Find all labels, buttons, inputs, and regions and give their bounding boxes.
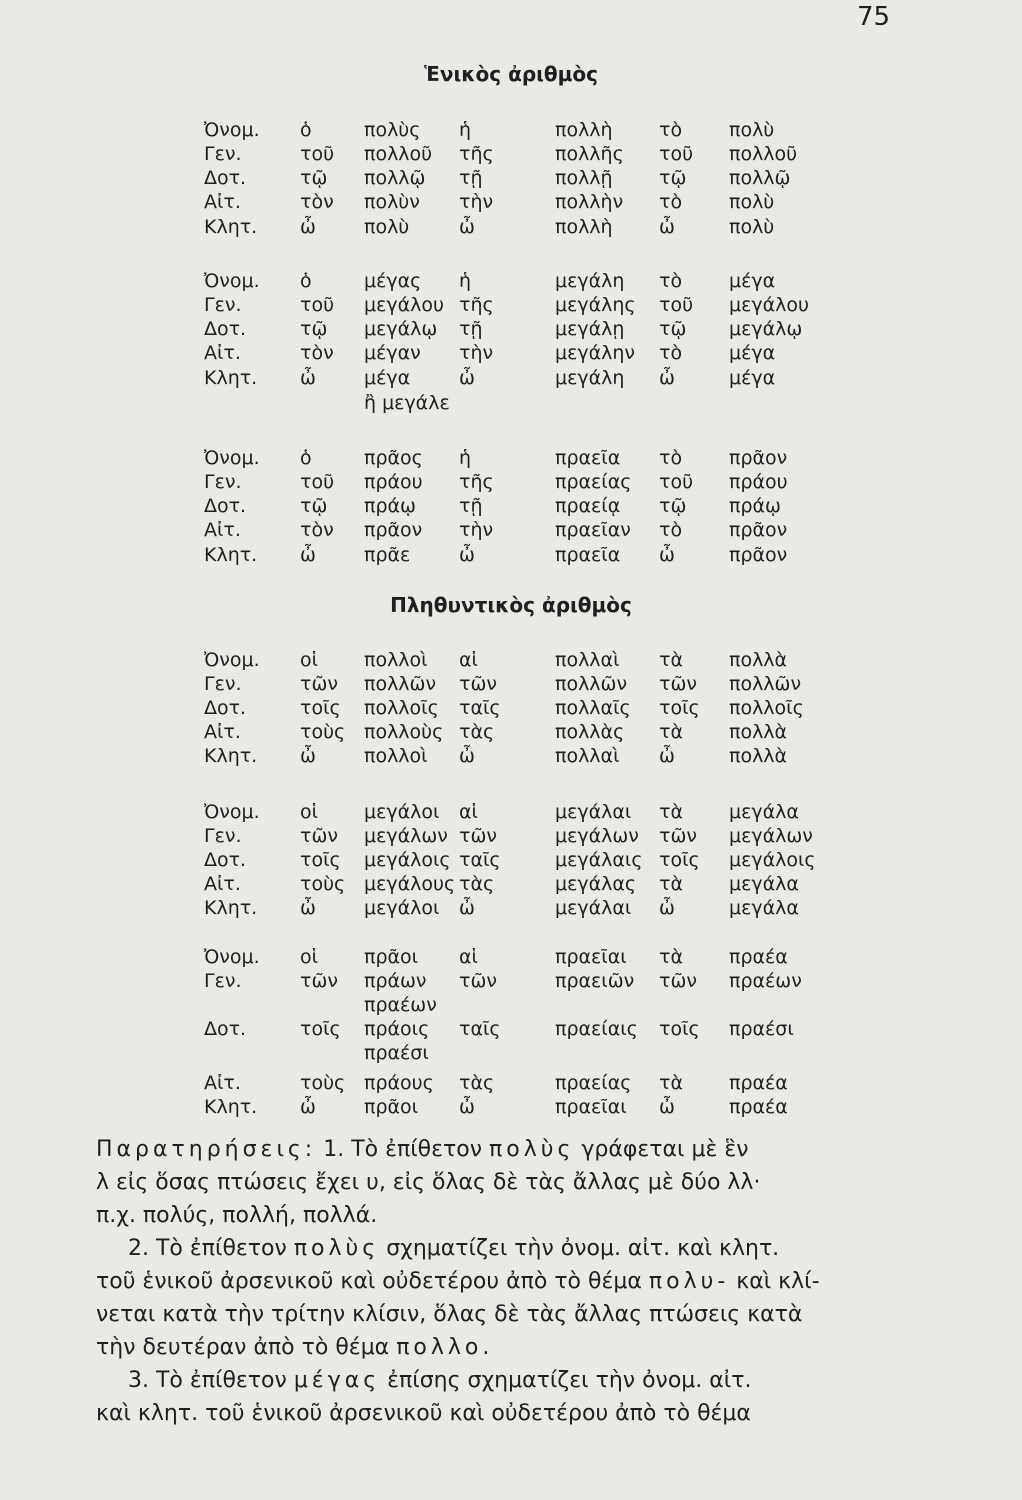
- declension-row: [0, 494, 1022, 518]
- declension-form: μεγάλων: [729, 825, 813, 847]
- declension-form: πολὺ: [729, 119, 775, 141]
- declension-form: μέγας: [364, 270, 422, 292]
- declension-form: πρᾶοι: [364, 946, 419, 968]
- declension-form: αἱ: [459, 649, 478, 671]
- case-label: Δοτ.: [204, 697, 247, 719]
- declension-form: τὰς: [459, 721, 495, 743]
- declension-form: πολλῇ: [555, 167, 613, 189]
- declension-form: πολὺν: [364, 191, 420, 213]
- declension-form: πρᾶος: [364, 447, 423, 469]
- declension-form: πολλὴ: [555, 119, 613, 141]
- case-label: Ὀνομ.: [204, 119, 260, 141]
- declension-row: [0, 118, 1022, 142]
- declension-form: πολλαὶ: [555, 649, 620, 671]
- declension-form: πραεῖαν: [555, 519, 631, 541]
- declension-row: [0, 470, 1022, 494]
- declension-form: πράου: [729, 471, 788, 493]
- declension-form: μεγάλοις: [364, 849, 451, 871]
- declension-form: πολλῶν: [555, 673, 628, 695]
- declension-row: [0, 543, 1022, 567]
- declension-row: [0, 190, 1022, 214]
- case-label: Γεν.: [204, 825, 242, 847]
- declension-form: πρᾶον: [729, 544, 788, 566]
- case-label: Κλητ.: [204, 544, 258, 566]
- declension-form: τὰ: [659, 721, 683, 743]
- declension-form: πολλὴν: [555, 191, 624, 213]
- case-label: Ὀνομ.: [204, 801, 260, 823]
- declension-form: μεγάλοις: [729, 849, 816, 871]
- declension-form: τοῦ: [659, 471, 694, 493]
- declension-form: τὸν: [300, 342, 334, 364]
- declension-form: πραεῖαι: [555, 1096, 627, 1118]
- declension-form: μεγάλοι: [364, 801, 440, 823]
- declension-form: μεγάλου: [729, 294, 809, 316]
- declension-row: [0, 896, 1022, 920]
- declension-form: πραέων: [364, 994, 437, 1016]
- declension-form: τῶν: [300, 825, 338, 847]
- declension-form: ταῖς: [459, 1018, 501, 1040]
- declension-form: μεγάλους: [364, 873, 456, 895]
- declension-form: ὦ: [300, 745, 316, 767]
- declension-form: τῆς: [459, 471, 494, 493]
- declension-form: τοῦ: [300, 294, 335, 316]
- heading-singular: Ἑνικὸς ἀριθμὸς: [424, 62, 598, 86]
- declension-form: πολλὴ: [555, 216, 613, 238]
- declension-form: μεγάλοι: [364, 897, 440, 919]
- declension-row: [0, 446, 1022, 470]
- declension-row: [0, 720, 1022, 744]
- declension-form: τοὺς: [300, 721, 346, 743]
- declension-form: πραεῖα: [555, 447, 621, 469]
- declension-form: πολὺ: [729, 216, 775, 238]
- declension-form: τὴν: [459, 342, 494, 364]
- declension-row: [0, 945, 1022, 969]
- declension-form: πράους: [364, 1072, 434, 1094]
- declension-form: ὦ: [659, 897, 675, 919]
- declension-form: πολὺ: [364, 216, 410, 238]
- declension-form: μέγα: [729, 367, 776, 389]
- declension-row: [0, 142, 1022, 166]
- declension-form: τῷ: [659, 318, 687, 340]
- declension-form: μεγάλης: [555, 294, 636, 316]
- declension-row: [0, 969, 1022, 993]
- declension-form: τοῖς: [659, 697, 700, 719]
- case-label: Δοτ.: [204, 849, 247, 871]
- declension-form: τὰ: [659, 649, 683, 671]
- case-label: Αἰτ.: [204, 873, 241, 895]
- note-line: 3. Τὸ ἐπίθετον μέγας ἐπίσης σχηματίζει τὴν ὀνομ. αἰτ.: [128, 1368, 752, 1393]
- declension-form: μεγάλα: [729, 801, 799, 823]
- case-label: Ὀνομ.: [204, 447, 260, 469]
- declension-form: μέγαν: [364, 342, 421, 364]
- declension-form: τοὺς: [300, 1072, 346, 1094]
- declension-form: πρᾶον: [364, 519, 423, 541]
- declension-form: τοῖς: [659, 849, 700, 871]
- case-label: Ὀνομ.: [204, 270, 260, 292]
- declension-form: ὦ: [459, 367, 475, 389]
- declension-form: μέγα: [729, 342, 776, 364]
- declension-form: τῇ: [459, 318, 483, 340]
- note-line: τὴν δευτέραν ἀπὸ τὸ θέμα πολλο.: [96, 1335, 494, 1360]
- declension-form: ὦ: [459, 745, 475, 767]
- declension-form: τὰ: [659, 946, 683, 968]
- declension-form: ὦ: [459, 544, 475, 566]
- heading-plural: Πληθυντικὸς ἀριθμὸς: [390, 593, 632, 617]
- declension-form: τὴν: [459, 191, 494, 213]
- declension-form: μεγάλῳ: [729, 318, 803, 340]
- declension-form: πολλὰς: [555, 721, 625, 743]
- declension-row: [0, 1095, 1022, 1119]
- page-number: 75: [857, 2, 891, 32]
- declension-form: τῇ: [459, 167, 483, 189]
- declension-form: τῆς: [459, 143, 494, 165]
- declension-form: πολὺς: [364, 119, 421, 141]
- declension-form: πραεῖαι: [555, 946, 627, 968]
- case-label: Γεν.: [204, 294, 242, 316]
- declension-form: πραεῖα: [555, 544, 621, 566]
- declension-row: [0, 518, 1022, 542]
- case-label: Κλητ.: [204, 745, 258, 767]
- notes-section: [96, 1133, 926, 1430]
- case-label: Κλητ.: [204, 1096, 258, 1118]
- declension-form: πολλοῦ: [364, 143, 433, 165]
- case-label: Αἰτ.: [204, 342, 241, 364]
- declension-form: ὦ: [659, 216, 675, 238]
- declension-form: ὁ: [300, 447, 312, 469]
- emphasized-word: πολυ-: [648, 1269, 730, 1294]
- declension-row: [0, 648, 1022, 672]
- declension-form: μεγάλη: [555, 367, 625, 389]
- declension-form: ὦ: [459, 216, 475, 238]
- declension-form: πραείᾳ: [555, 495, 621, 517]
- declension-form: αἱ: [459, 946, 478, 968]
- declension-form: τῶν: [459, 825, 497, 847]
- declension-form: πραέα: [729, 1096, 788, 1118]
- declension-form: τῶν: [659, 970, 697, 992]
- declension-form: τὰ: [659, 873, 683, 895]
- declension-form: τὸ: [659, 191, 683, 213]
- declension-form: πρᾶοι: [364, 1096, 419, 1118]
- declension-form: τὸ: [659, 342, 683, 364]
- declension-form: πολλοὶ: [364, 745, 428, 767]
- declension-form: μεγάλων: [364, 825, 448, 847]
- case-label: Κλητ.: [204, 216, 258, 238]
- declension-form: τοῖς: [300, 1018, 341, 1040]
- emphasized-word: πολλο.: [396, 1335, 494, 1360]
- declension-form: πολλὰ: [729, 745, 788, 767]
- declension-form: πολλῶν: [729, 673, 802, 695]
- declension-form: πραείας: [555, 1072, 632, 1094]
- declension-form: ἡ: [459, 447, 472, 469]
- declension-form: τῶν: [300, 673, 338, 695]
- declension-form: πράῳ: [729, 495, 781, 517]
- declension-form: πραέα: [729, 946, 788, 968]
- declension-form: μεγάλῃ: [555, 318, 625, 340]
- declension-form: τὰς: [459, 1072, 495, 1094]
- case-label: Δοτ.: [204, 495, 247, 517]
- declension-row: [0, 800, 1022, 824]
- declension-form: μεγάλαι: [555, 897, 632, 919]
- declension-form: πραέα: [729, 1072, 788, 1094]
- declension-form: τῷ: [300, 167, 328, 189]
- declension-form: πολλοῖς: [364, 697, 439, 719]
- case-label: Αἰτ.: [204, 519, 241, 541]
- declension-row: [0, 317, 1022, 341]
- declension-form: ὦ: [300, 216, 316, 238]
- declension-form: πολλοῦ: [729, 143, 798, 165]
- declension-form: τοῦ: [300, 471, 335, 493]
- declension-form: ταῖς: [459, 849, 501, 871]
- declension-form: τῶν: [300, 970, 338, 992]
- case-label: Δοτ.: [204, 167, 247, 189]
- declension-form: μεγάλῳ: [364, 318, 438, 340]
- declension-form: πολλοῖς: [729, 697, 804, 719]
- declension-form: πολλοὺς: [364, 721, 444, 743]
- note-line: π.χ. πολύς, πολλή, πολλά.: [96, 1203, 378, 1228]
- declension-form: πολλὰ: [729, 721, 788, 743]
- declension-form: πραείας: [555, 471, 632, 493]
- declension-form: τὰ: [659, 801, 683, 823]
- declension-form: τοῦ: [659, 143, 694, 165]
- declension-form: τῶν: [459, 970, 497, 992]
- declension-row: [0, 696, 1022, 720]
- emphasized-word: πολὺς: [293, 1236, 380, 1261]
- case-label: Γεν.: [204, 673, 242, 695]
- declension-row: [0, 293, 1022, 317]
- declension-form: πραέσι: [729, 1018, 794, 1040]
- declension-form: τῶν: [659, 825, 697, 847]
- declension-form: τῶν: [659, 673, 697, 695]
- declension-form: μεγάλαι: [555, 801, 632, 823]
- declension-form: μεγάλη: [555, 270, 625, 292]
- declension-form: ἡ: [459, 119, 472, 141]
- declension-form: τοῖς: [300, 697, 341, 719]
- note-line: τοῦ ἑνικοῦ ἀρσενικοῦ καὶ οὐδετέρου ἀπὸ τὸ θέμα πολυ- καὶ κλί-: [96, 1269, 820, 1294]
- declension-form: μεγάλας: [555, 873, 637, 895]
- declension-form: πραέσι: [364, 1042, 429, 1064]
- declension-row: [0, 848, 1022, 872]
- case-label: Αἰτ.: [204, 1072, 241, 1094]
- case-label: Γεν.: [204, 471, 242, 493]
- declension-form: τῷ: [659, 495, 687, 517]
- declension-form: μεγάλα: [729, 897, 799, 919]
- declension-row: [0, 366, 1022, 390]
- case-label: Αἰτ.: [204, 191, 241, 213]
- declension-form: τὸν: [300, 191, 334, 213]
- declension-form: ὦ: [300, 897, 316, 919]
- declension-form: πολλὰ: [729, 649, 788, 671]
- case-label: Κλητ.: [204, 367, 258, 389]
- declension-form: μέγα: [729, 270, 776, 292]
- declension-form: πρᾶον: [729, 519, 788, 541]
- declension-row: [0, 341, 1022, 365]
- declension-form: πράου: [364, 471, 423, 493]
- declension-row: [0, 1017, 1022, 1041]
- declension-form: πολλῷ: [729, 167, 791, 189]
- case-label: Αἰτ.: [204, 721, 241, 743]
- declension-form: τῇ: [459, 495, 483, 517]
- declension-form: ὦ: [659, 745, 675, 767]
- declension-form: ἢ μεγάλε: [364, 392, 450, 414]
- declension-form: τὴν: [459, 519, 494, 541]
- declension-form: τὸ: [659, 119, 683, 141]
- declension-form: πολλοὶ: [364, 649, 428, 671]
- declension-form: πολλῆς: [555, 143, 624, 165]
- declension-form: πολλῷ: [364, 167, 426, 189]
- note-line: Παρατηρήσεις: 1. Τὸ ἐπίθετον πολὺς γράφεται μὲ ἓν: [96, 1137, 749, 1162]
- declension-form: πρᾶον: [729, 447, 788, 469]
- declension-form: οἱ: [300, 801, 319, 823]
- note-line: 2. Τὸ ἐπίθετον πολὺς σχηματίζει τὴν ὀνομ. αἰτ. καὶ κλητ.: [128, 1236, 780, 1261]
- declension-form: ὦ: [659, 1096, 675, 1118]
- declension-form: τῶν: [459, 673, 497, 695]
- declension-form: οἱ: [300, 649, 319, 671]
- declension-form: πολλαὶ: [555, 745, 620, 767]
- declension-form: τοῖς: [300, 849, 341, 871]
- declension-form: τὰ: [659, 1072, 683, 1094]
- declension-form: τοῦ: [659, 294, 694, 316]
- declension-row: [0, 1071, 1022, 1095]
- declension-form: πράῳ: [364, 495, 416, 517]
- declension-form: πρᾶε: [364, 544, 411, 566]
- declension-form: πολλῶν: [364, 673, 437, 695]
- declension-row: [0, 672, 1022, 696]
- case-label: Ὀνομ.: [204, 649, 260, 671]
- declension-form: τὸ: [659, 270, 683, 292]
- declension-form: ὦ: [659, 544, 675, 566]
- case-label: Κλητ.: [204, 897, 258, 919]
- declension-row: [0, 166, 1022, 190]
- declension-form: αἱ: [459, 801, 478, 823]
- declension-form: ὦ: [459, 1096, 475, 1118]
- declension-row: [0, 744, 1022, 768]
- note-line: καὶ κλητ. τοῦ ἑνικοῦ ἀρσενικοῦ καὶ οὐδετέρου ἀπὸ τὸ θέμα: [96, 1401, 751, 1426]
- declension-form: τῷ: [659, 167, 687, 189]
- case-label: Ὀνομ.: [204, 946, 260, 968]
- declension-form: τῷ: [300, 318, 328, 340]
- declension-form: τὰς: [459, 873, 495, 895]
- declension-form: πραείαις: [555, 1018, 638, 1040]
- declension-form: μεγάλων: [555, 825, 639, 847]
- case-label: Δοτ.: [204, 1018, 247, 1040]
- case-label: Γεν.: [204, 143, 242, 165]
- declension-form: ταῖς: [459, 697, 501, 719]
- declension-row: [0, 872, 1022, 896]
- declension-form: μεγάλαις: [555, 849, 643, 871]
- case-label: Δοτ.: [204, 318, 247, 340]
- declension-row: [0, 993, 1022, 1017]
- declension-form: μεγάλην: [555, 342, 636, 364]
- declension-form: πολλαῖς: [555, 697, 631, 719]
- note-line: νεται κατὰ τὴν τρίτην κλίσιν, ὅλας δὲ τὰς ἄλλας πτώσεις κατὰ: [96, 1302, 803, 1327]
- declension-form: ὦ: [459, 897, 475, 919]
- declension-form: μέγα: [364, 367, 411, 389]
- declension-form: ὦ: [300, 1096, 316, 1118]
- declension-form: τῆς: [459, 294, 494, 316]
- declension-form: μεγάλου: [364, 294, 444, 316]
- note-line: λ εἰς ὅσας πτώσεις ἔχει υ, εἰς ὅλας δὲ τὰς ἄλλας μὲ δύο λλ·: [96, 1170, 761, 1195]
- declension-form: ὦ: [300, 367, 316, 389]
- declension-form: τῷ: [300, 495, 328, 517]
- declension-form: ὦ: [300, 544, 316, 566]
- declension-form: πράων: [364, 970, 427, 992]
- declension-row: [0, 215, 1022, 239]
- declension-row: [0, 269, 1022, 293]
- declension-form: τὸ: [659, 519, 683, 541]
- declension-form: πολὺ: [729, 191, 775, 213]
- declension-form: ὁ: [300, 119, 312, 141]
- declension-form: τοῖς: [659, 1018, 700, 1040]
- emphasized-word: μέγας: [293, 1368, 381, 1393]
- declension-form: τοῦ: [300, 143, 335, 165]
- declension-form: μεγάλα: [729, 873, 799, 895]
- declension-form: ὦ: [659, 367, 675, 389]
- declension-form: τοὺς: [300, 873, 346, 895]
- declension-form: τὸν: [300, 519, 334, 541]
- declension-form: τὸ: [659, 447, 683, 469]
- case-label: Γεν.: [204, 970, 242, 992]
- declension-row: [0, 391, 1022, 415]
- declension-row: [0, 824, 1022, 848]
- emphasized-word: πολὺς: [489, 1137, 575, 1162]
- declension-form: ὁ: [300, 270, 312, 292]
- notes-label: Παρατηρήσεις:: [96, 1137, 317, 1162]
- declension-row: [0, 1041, 1022, 1065]
- declension-form: πραέων: [729, 970, 802, 992]
- declension-form: οἱ: [300, 946, 319, 968]
- declension-form: ἡ: [459, 270, 472, 292]
- declension-form: πραειῶν: [555, 970, 635, 992]
- declension-form: πράοις: [364, 1018, 430, 1040]
